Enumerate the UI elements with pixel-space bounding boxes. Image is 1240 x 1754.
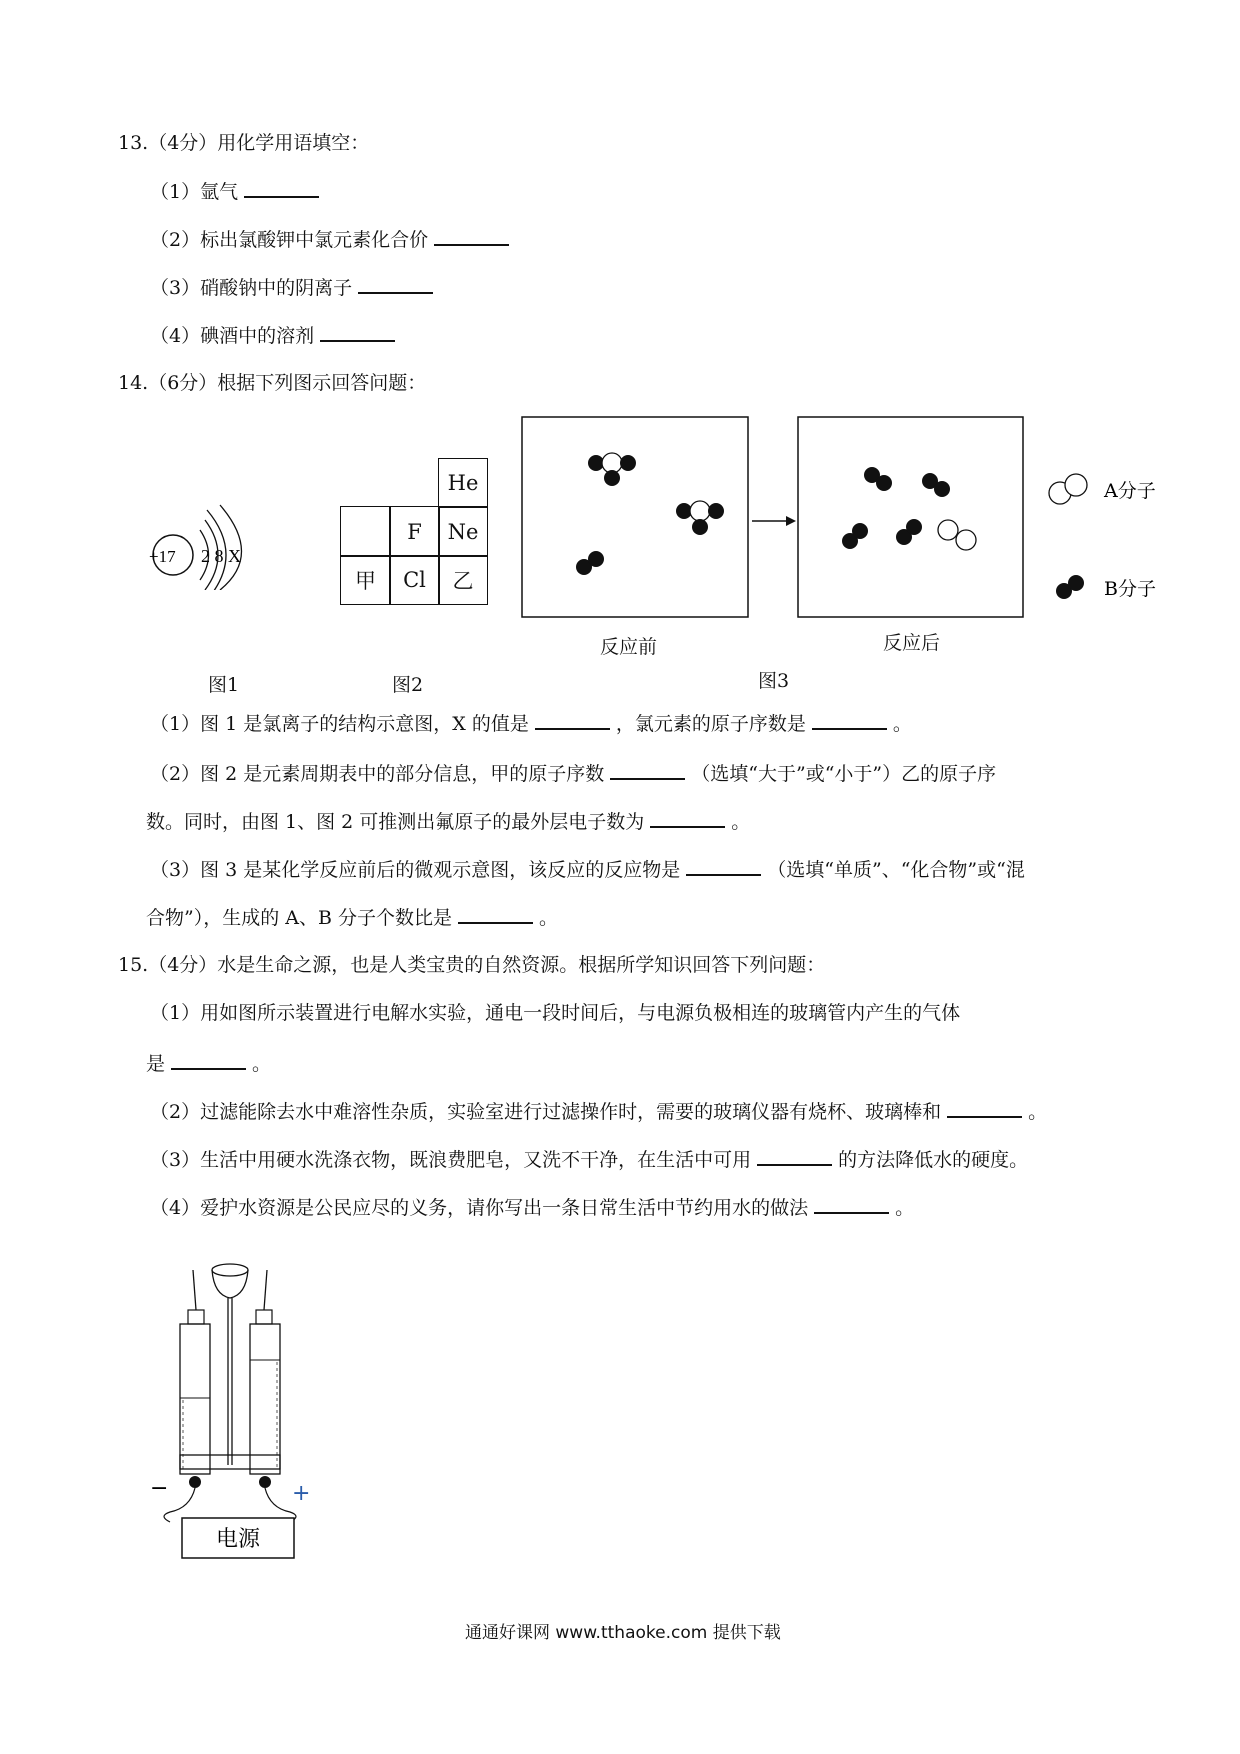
q14-p3-text-b: （选填“单质”、“化合物”或“混 — [767, 859, 1025, 881]
answer-blank[interactable] — [812, 710, 887, 730]
q13-item-3 — [150, 274, 439, 301]
reaction-diagram — [520, 415, 1180, 630]
fig3-caption: 图3 — [758, 670, 790, 692]
q13-title: 13.（4分）用化学用语填空： — [118, 132, 370, 154]
electrolysis-apparatus — [150, 1250, 320, 1570]
q13-item-1-text: （1）氩气 — [150, 181, 239, 203]
answer-blank[interactable] — [535, 710, 610, 730]
legend-b-label: B分子 — [1104, 578, 1156, 600]
molecule-before-1 — [588, 453, 636, 486]
q15-p2-text-a: （2）过滤能除去水中难溶性杂质，实验室进行过滤操作时，需要的玻璃仪器有烧杯、玻璃棒和 — [150, 1101, 942, 1123]
answer-blank[interactable] — [814, 1194, 889, 1214]
after-box — [798, 417, 1023, 617]
q15-p4-text-b: 。 — [895, 1197, 915, 1219]
molecule-after-2 — [922, 473, 950, 497]
answer-blank[interactable] — [686, 856, 761, 876]
q14-part-3 — [150, 856, 1025, 883]
q15-part-4 — [150, 1194, 914, 1221]
q15-title: 15.（4分）水是生命之源，也是人类宝贵的自然资源。根据所学知识回答下列问题： — [118, 954, 826, 976]
answer-blank[interactable] — [757, 1146, 832, 1166]
q15-p3-text-a: （3）生活中用硬水洗涤衣物，既浪费肥皂，又洗不干净，在生活中可用 — [150, 1149, 752, 1171]
plus-sign: + — [292, 1481, 311, 1506]
q15-p1-text-c: 。 — [252, 1053, 272, 1075]
q14-p3-text-a: （3）图 3 是某化学反应前后的微观示意图，该反应的反应物是 — [150, 859, 681, 881]
cell-yi: 乙 — [438, 555, 488, 605]
nucleus-label: +17 — [149, 547, 176, 566]
q15-p3-text-b: 的方法降低水的硬度。 — [838, 1149, 1029, 1171]
periodic-table-excerpt — [340, 458, 490, 608]
q14-p2-text-b: （选填“大于”或“小于”）乙的原子序 — [691, 763, 997, 785]
answer-blank[interactable] — [244, 178, 319, 198]
answer-blank[interactable] — [171, 1050, 246, 1070]
shell-electrons-label: 2 8 X — [201, 546, 241, 566]
q14-p2-text-a: （2）图 2 是元素周期表中的部分信息，甲的原子序数 — [150, 763, 605, 785]
q14-p1-text-a: （1）图 1 是氯离子的结构示意图，X 的值是 — [150, 713, 529, 735]
molecule-before-2 — [676, 501, 724, 535]
legend-a-molecule — [1049, 474, 1087, 504]
q13-item-4-text: （4）碘酒中的溶剂 — [150, 325, 315, 347]
legend-a-label: A分子 — [1104, 480, 1156, 502]
cell-jia: 甲 — [340, 555, 391, 605]
legend-b-molecule — [1056, 575, 1084, 599]
q14-part-2 — [150, 760, 996, 787]
q15-p1-text-b: 是 — [146, 1053, 166, 1075]
q13-item-4 — [150, 322, 401, 349]
cell-empty — [340, 506, 391, 557]
after-caption: 反应后 — [883, 632, 941, 654]
q14-p1-text-b: ，氯元素的原子序数是 — [615, 713, 806, 735]
before-caption: 反应前 — [600, 636, 658, 658]
q13-item-3-text: （3）硝酸钠中的阴离子 — [150, 277, 353, 299]
q14-part-1 — [150, 710, 912, 737]
molecule-after-5 — [938, 520, 976, 550]
q14-part-3-cont — [146, 904, 558, 931]
q15-part-3 — [150, 1146, 1028, 1173]
cell-he: He — [438, 458, 488, 508]
q13-item-2-text: （2）标出氯酸钾中氯元素化合价 — [150, 229, 429, 251]
cell-ne: Ne — [438, 506, 488, 557]
minus-sign: − — [150, 1476, 169, 1501]
fig1-caption: 图1 — [208, 674, 240, 696]
q14-part-2-cont — [146, 808, 750, 835]
fig2-caption: 图2 — [392, 674, 424, 696]
molecule-after-4 — [896, 519, 922, 545]
answer-blank[interactable] — [947, 1098, 1022, 1118]
q14-title: 14.（6分）根据下列图示回答问题： — [118, 372, 427, 394]
q14-p2-text-d: 。 — [731, 811, 751, 833]
molecule-after-3 — [842, 523, 868, 549]
q15-part-2 — [150, 1098, 1047, 1125]
cell-cl: Cl — [389, 555, 440, 605]
power-supply-label: 电源 — [215, 1527, 261, 1552]
q15-part-1-cont — [146, 1050, 271, 1077]
footer-text: 通通好课网 www.tthaoke.com 提供下载 — [465, 1623, 781, 1643]
q14-p1-text-c: 。 — [892, 713, 912, 735]
molecule-before-3 — [576, 551, 604, 575]
answer-blank[interactable] — [320, 322, 395, 342]
q14-p2-text-c: 数。同时，由图 1、图 2 可推测出氟原子的最外层电子数为 — [146, 811, 645, 833]
answer-blank[interactable] — [458, 904, 533, 924]
chloride-ion-diagram — [145, 470, 285, 590]
cell-f: F — [389, 506, 440, 557]
q14-p3-text-d: 。 — [538, 907, 558, 929]
q13-item-1 — [150, 178, 325, 205]
q15-part-1: （1）用如图所示装置进行电解水实验，通电一段时间后，与电源负极相连的玻璃管内产生的气体 — [150, 1002, 961, 1024]
answer-blank[interactable] — [434, 226, 509, 246]
molecule-after-1 — [864, 467, 892, 491]
q13-item-2 — [150, 226, 515, 253]
q14-p3-text-c: 合物”），生成的 A、B 分子个数比是 — [146, 907, 452, 929]
answer-blank[interactable] — [650, 808, 725, 828]
q15-p2-text-b: 。 — [1028, 1101, 1048, 1123]
answer-blank[interactable] — [610, 760, 685, 780]
q15-p4-text-a: （4）爱护水资源是公民应尽的义务，请你写出一条日常生活中节约用水的做法 — [150, 1197, 809, 1219]
answer-blank[interactable] — [358, 274, 433, 294]
